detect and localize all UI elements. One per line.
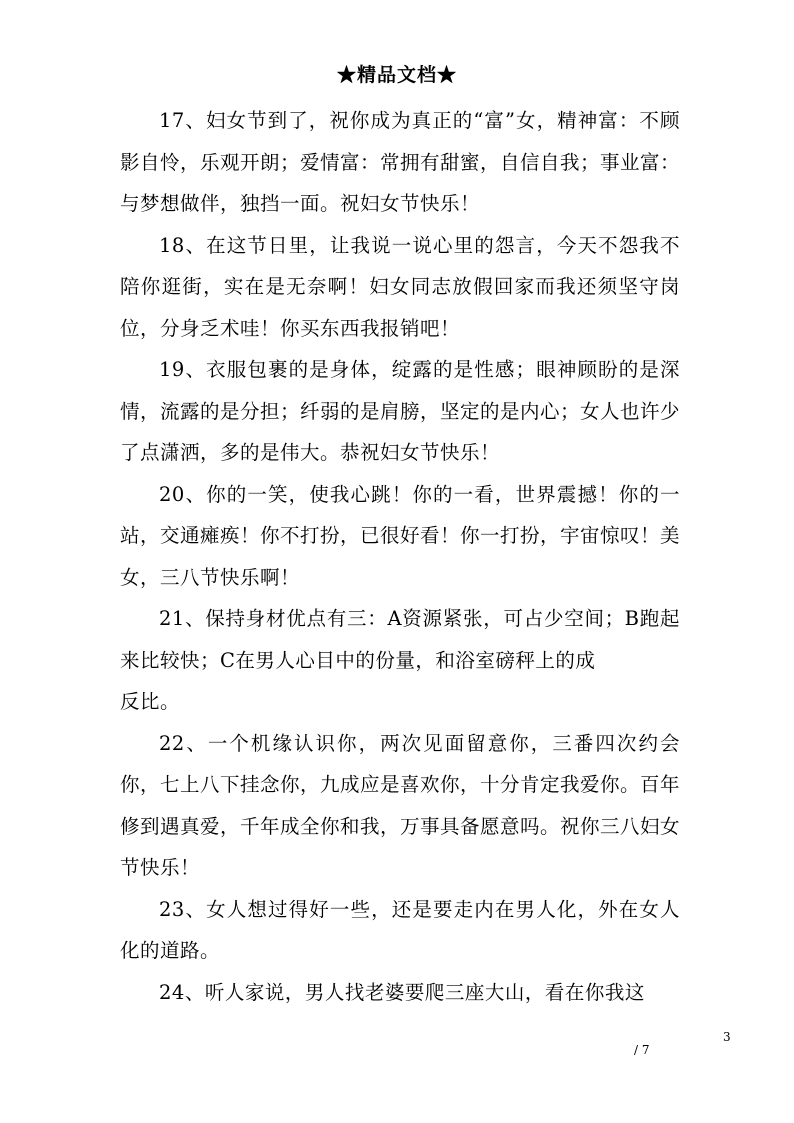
paragraph-21: 21、保持身材优点有三：A资源紧张，可占少空间；B跑起来比较快；C在男人心目中的份量，和浴室磅秤上的成 反比。 — [120, 607, 680, 713]
paragraph-20: 20、你的一笑，使我心跳！你的一看，世界震撼！你的一站，交通瘫痪！你不打扮，已很好看！你一打扮，宇宙惊叹！美女，三八节快乐啊！ — [120, 482, 681, 589]
page-total: / 7 — [634, 1043, 650, 1057]
paragraph-23: 23、女人想过得好一些，还是要走内在男人化，外在女人化的道路。 — [120, 897, 680, 962]
paragraph-18: 18、在这节日里，让我说一说心里的怨言，今天不怨我不陪你逛街，实在是无奈啊！妇女同志放假回家而我还须坚守岗位，分身乏术哇！你买东西我报销吧！ — [120, 233, 680, 340]
paragraph-24: 24、听人家说，男人找老婆要爬三座大山，看在你我这 — [159, 980, 645, 1004]
paragraph-22: 22、一个机缘认识你，两次见面留意你，三番四次约会你，七上八下挂念你，九成应是喜欢你，十分肯定我爱你。百年修到遇真爱，千年成全你和我，万事具备愿意吗。祝你三八妇女节快乐！ — [120, 731, 681, 879]
paragraph-19: 19、衣服包裹的是身体，绽露的是性感；眼神顾盼的是深情，流露的是分担；纤弱的是肩膀，坚定的是内心；女人也许少了点潇洒，多的是伟大。恭祝妇女节快乐！ — [120, 358, 681, 464]
page-header: ★精品文档★ — [336, 64, 457, 86]
paragraph-17: 17、妇女节到了，祝你成为真正的“富”女，精神富：不顾影自怜，乐观开朗；爱情富：常拥有甜蜜，自信自我；事业富：与梦想做伴，独挡一面。祝妇女节快乐！ — [120, 109, 681, 215]
document-body — [120, 100, 680, 1013]
page-number: 3 — [723, 1030, 731, 1044]
